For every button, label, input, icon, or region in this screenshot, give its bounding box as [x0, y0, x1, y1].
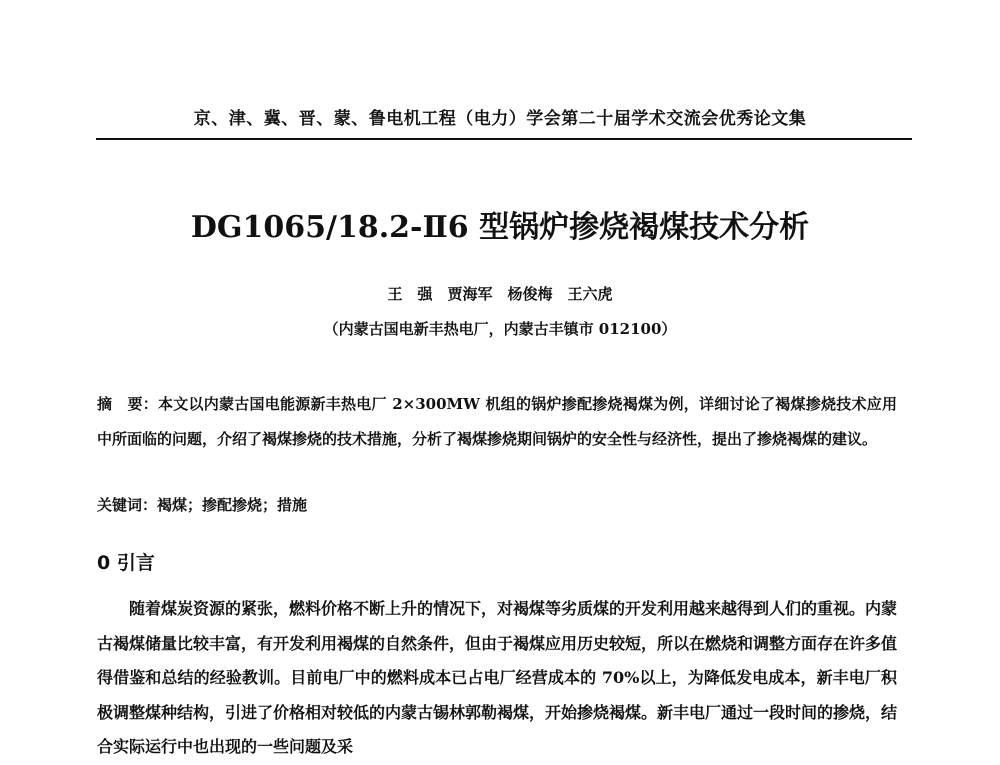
paper-title: DG1065/18.2-Ⅱ6 型锅炉掺烧褐煤技术分析 [190, 210, 810, 245]
abstract [97, 387, 897, 457]
body-paragraph: 随着煤炭资源的紧张，燃料价格不断上升的情况下，对褐煤等劣质煤的开发利用越来越得到人们的重视。内蒙古褐煤储量比较丰富，有开发利用褐煤的自然条件，但由于褐煤应用历史较短，所以在燃烧和调整方面存在许多值得借鉴和总结的经验教训。目前电厂中的燃料成本已占电厂经营成本的 70%以上，为降低发电成本，新丰电厂积极调整煤种结构，引进了价格相对较低的内蒙古锡林郭勒褐煤，开始掺烧褐煤。新丰电厂通过一段时间的掺烧，结合实际运行中也出现的一些问题及采 [97, 599, 898, 756]
keywords-text: 褐煤；掺配掺烧；措施 [157, 496, 308, 514]
section-heading: 0 引言 [97, 552, 155, 574]
affiliation: （内蒙古国电新丰热电厂，内蒙古丰镇市 012100） [323, 320, 677, 338]
abstract-label: 摘 要： [97, 395, 159, 413]
header-rule [96, 138, 912, 140]
authors: 王 强 贾海军 杨俊梅 王六虎 [387, 285, 613, 303]
keywords-label: 关键词： [97, 496, 158, 514]
running-header: 京、津、冀、晋、蒙、鲁电机工程（电力）学会第二十届学术交流会优秀论文集 [193, 109, 807, 129]
keywords [97, 494, 897, 515]
abstract-text: 本文以内蒙古国电能源新丰热电厂 2×300MW 机组的锅炉掺配掺烧褐煤为例，详细讨论了褐煤掺烧技术应用中所面临的问题，介绍了褐煤掺烧的技术措施，分析了褐煤掺烧期间锅炉的安全性与经济性，提出了掺烧褐煤的建议。 [97, 395, 897, 448]
